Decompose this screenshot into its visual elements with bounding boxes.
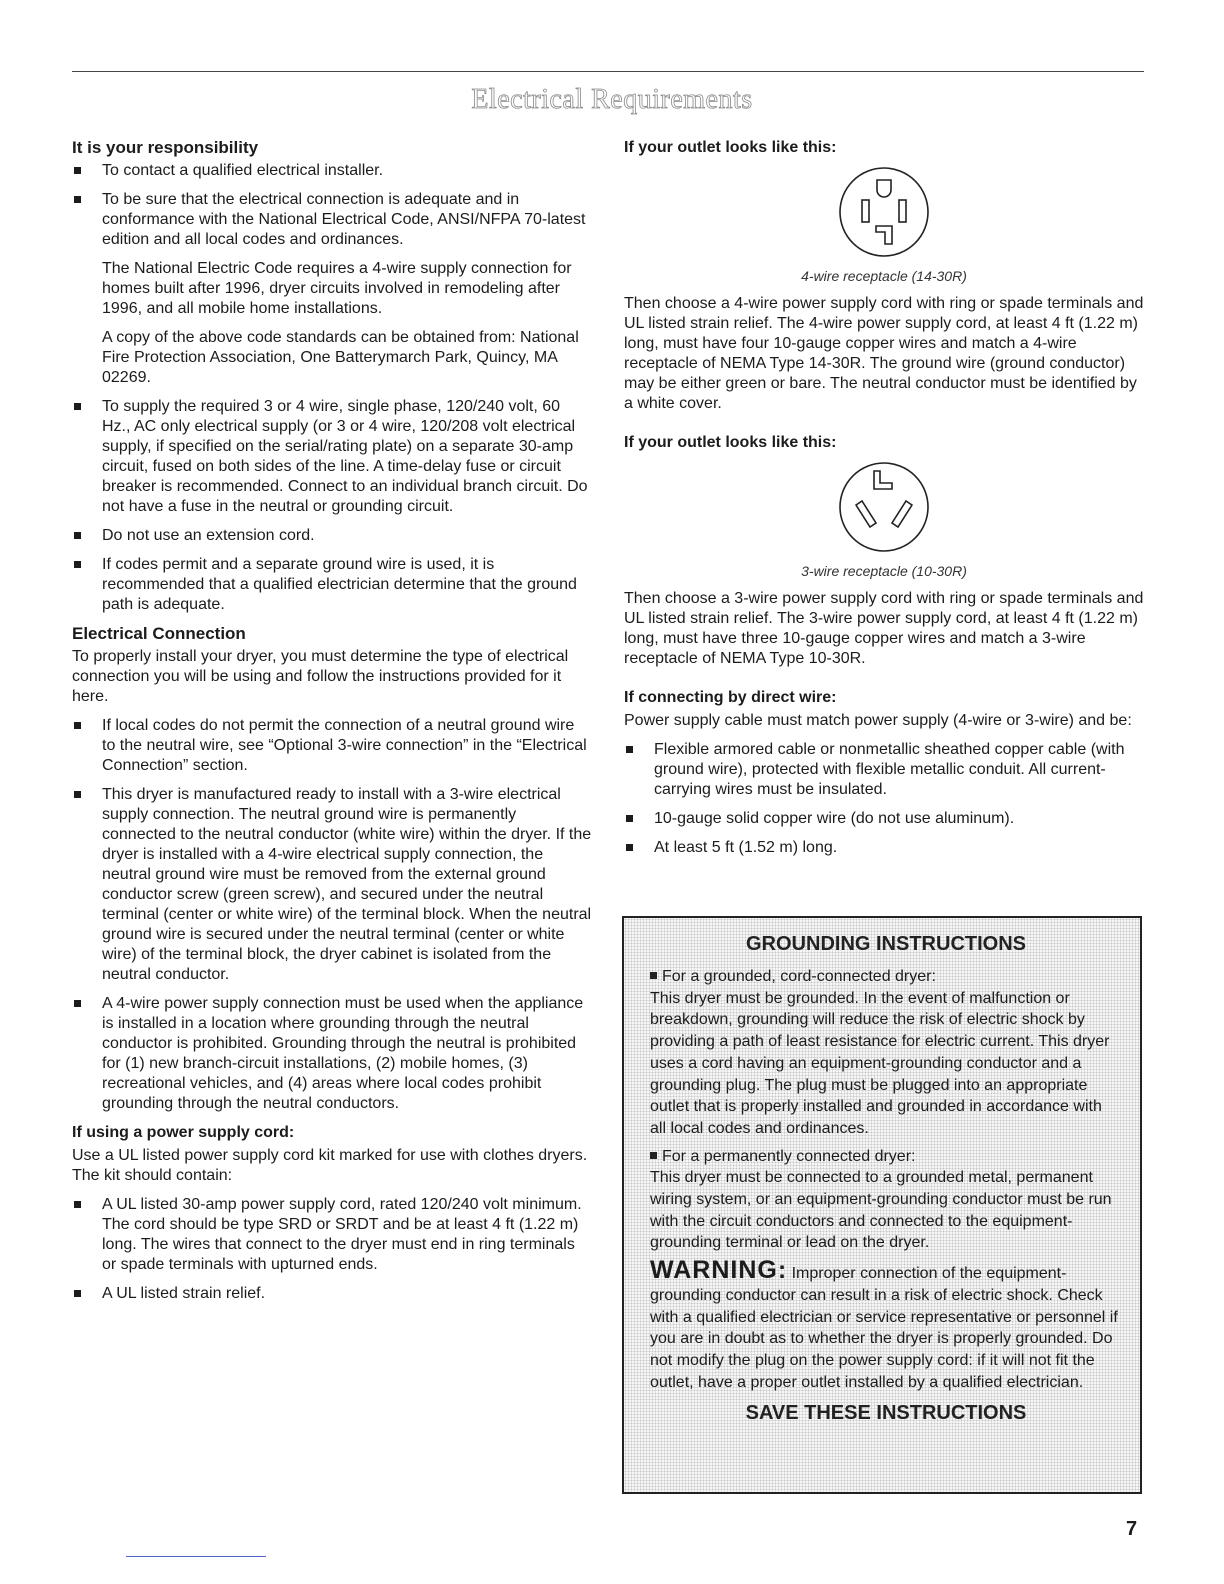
direct-intro: Power supply cable must match power supply (4-wire or 3-wire) and be: [624, 712, 1132, 729]
bottom-link-line [126, 1556, 266, 1557]
four-wire-receptacle-icon [834, 162, 934, 262]
list-item [624, 809, 1144, 829]
grounding-cord-item-text: For a grounded, cord-connected dryer: [662, 968, 936, 985]
three-wire-receptacle-icon [834, 457, 934, 557]
list-item [72, 1284, 592, 1304]
list-item-text: To be sure that the electrical connection is adequate and in conformance with the National Electrical Code, ANSI/NFPA 70-latest edition and all local codes and ordinances. [102, 191, 586, 248]
list-item [72, 190, 592, 388]
warning-text: Improper connection of the equipment-grounding conductor can result in a risk of electric shock. Check with a qualified electrician or service representative or personnel if you are in doubt as to whether the dryer is properly grounded. Do not modify the plug on the power supply cord: if it will not fit the outlet, have a proper outlet installed by a qualified electrician. [650, 1265, 1118, 1391]
page-number: 7 [1126, 1518, 1138, 1540]
outlet3-caption: 3-wire receptacle (10-30R) [801, 563, 967, 579]
grounding-instructions-box [622, 916, 1142, 1494]
direct-list [624, 740, 1144, 858]
outlet3-heading: If your outlet looks like this: [624, 434, 837, 451]
list-item [72, 785, 592, 985]
cord-intro: Use a UL listed power supply cord kit marked for use with clothes dryers. The kit should contain: [72, 1147, 588, 1184]
outlet4-figure [624, 162, 1144, 286]
outlet4-caption: 4-wire receptacle (14-30R) [801, 268, 967, 284]
list-item-text: Flexible armored cable or nonmetallic sheathed copper cable (with ground wire), protected with flexible metallic conduit. All current-carrying wires must be insulated. [654, 741, 1125, 798]
connection-intro: To properly install your dryer, you must determine the type of electrical connection you will be using and follow the instructions provided for it here. [72, 648, 569, 705]
list-item [72, 397, 592, 517]
list-item-text: This dryer is manufactured ready to install with a 3-wire electrical supply connection. The neutral ground wire is permanently connected to the neutral conductor (white wire) within the dryer. If the dryer is installed with a 4-wire electrical supply connection, the neutral ground wire must be removed from the external ground conductor screw (green screw), and secured under the neutral terminal (center or white wire) of the terminal block. When the neutral ground wire is secured under the neutral terminal (center or white wire) of the terminal block, the dryer cabinet is isolated from the neutral conductor. [102, 786, 592, 983]
grounding-perm-item [650, 1146, 1122, 1168]
outlet4-heading: If your outlet looks like this: [624, 139, 837, 156]
grounding-perm-item-text: For a permanently connected dryer: [662, 1147, 916, 1165]
list-item-text: At least 5 ft (1.52 m) long. [654, 839, 838, 856]
bullet-square-icon [650, 972, 657, 979]
list-item [72, 994, 592, 1114]
list-item [72, 526, 592, 546]
top-rule [72, 71, 1144, 72]
connection-heading: Electrical Connection [72, 624, 246, 643]
grounding-perm-text: This dryer must be connected to a grounded metal, permanent wiring system, or an equipment-grounding conductor must be run with the circuit conductors and connected to the equipment-grounding terminal or lead on the dryer. [650, 1169, 1112, 1252]
warning-label: WARNING: [650, 1256, 788, 1285]
list-item-text: To supply the required 3 or 4 wire, single phase, 120/240 volt, 60 Hz., AC only electrical supply (or 3 or 4 wire, 120/208 volt electrical supply, if specified on the serial/rating plate) on a separate 30-amp circuit, fused on both sides of the line. A time-delay fuse or circuit breaker is recommended. Connect to an individual branch circuit. Do not have a fuse in the neutral or grounding circuit. [102, 398, 588, 515]
responsibility-list [72, 161, 592, 615]
list-item [72, 1195, 592, 1275]
grounding-title: GROUNDING INSTRUCTIONS [746, 933, 1026, 955]
nec-paragraph: The National Electric Code requires a 4-wire supply connection for homes built after 1996, dryer circuits involved in remodeling after 1996, and all mobile home installations. [102, 260, 572, 317]
list-item-text: If local codes do not permit the connection of a neutral ground wire to the neutral wire, see “Optional 3-wire connection” in the “Electrical Connection” section. [102, 717, 587, 774]
outlet3-figure [624, 457, 1144, 581]
right-column [624, 138, 1144, 867]
list-item-text: 10-gauge solid copper wire (do not use aluminum). [654, 810, 1015, 827]
outlet4-text: Then choose a 4-wire power supply cord with ring or spade terminals and UL listed strain relief. The 4-wire power supply cord, at least 4 ft (1.22 m) long, must have four 10-gauge copper wires and match a 4-wire receptacle of NEMA Type 14-30R. The ground wire (ground conductor) may be either green or bare. The neutral conductor must be identified by a white cover. [624, 295, 1144, 412]
bullet-square-icon [650, 1152, 657, 1159]
list-item-text: To contact a qualified electrical installer. [102, 162, 384, 179]
list-item-text: A UL listed 30-amp power supply cord, rated 120/240 volt minimum. The cord should be type SRD or SRDT and be at least 4 ft (1.22 m) long. The wires that connect to the dryer must end in ring terminals or spade terminals with upturned ends. [102, 1196, 582, 1273]
outlet3-text: Then choose a 3-wire power supply cord with ring or spade terminals and UL listed strain relief. The 3-wire power supply cord, at least 4 ft (1.22 m) long, must have three 10-gauge copper wires and match a 3-wire receptacle of NEMA Type 10-30R. [624, 590, 1144, 667]
list-item-text: A UL listed strain relief. [102, 1285, 266, 1302]
direct-heading: If connecting by direct wire: [624, 689, 837, 706]
list-item-text: Do not use an extension cord. [102, 527, 315, 544]
list-item-text: A 4-wire power supply connection must be used when the appliance is installed in a location where grounding through the neutral conductor is prohibited. Grounding through the neutral is prohibited for (1) new branch-circuit installations, (2) mobile homes, (3) recreational vehicles, and (4) areas where local codes prohibit grounding through the neutral conductors. [102, 995, 584, 1112]
list-item-text: If codes permit and a separate ground wire is used, it is recommended that a qualified electrician determine that the ground path is adequate. [102, 556, 577, 613]
connection-list [72, 716, 592, 1114]
list-item [72, 555, 592, 615]
list-item [624, 838, 1144, 858]
copy-paragraph: A copy of the above code standards can be obtained from: National Fire Protection Association, One Batterymarch Park, Quincy, MA 02269. [102, 329, 579, 386]
grounding-cord-item [650, 966, 1122, 988]
page-title: Electrical Requirements [471, 84, 753, 115]
responsibility-heading: It is your responsibility [72, 138, 259, 157]
list-item [624, 740, 1144, 800]
cord-list [72, 1195, 592, 1304]
save-instructions-footer: SAVE THESE INSTRUCTIONS [745, 1402, 1027, 1425]
grounding-cord-text: This dryer must be grounded. In the event of malfunction or breakdown, grounding will reduce the risk of electric shock by providing a path of least resistance for electric current. This dryer uses a cord having an equipment-grounding conductor and a grounding plug. The plug must be plugged into an appropriate outlet that is properly installed and grounded in accordance with all local codes and ordinances. [650, 989, 1110, 1137]
list-item [72, 161, 592, 181]
cord-heading: If using a power supply cord: [72, 1124, 295, 1141]
warning-paragraph [650, 1256, 1122, 1393]
left-column [72, 138, 592, 1313]
list-item [72, 716, 592, 776]
